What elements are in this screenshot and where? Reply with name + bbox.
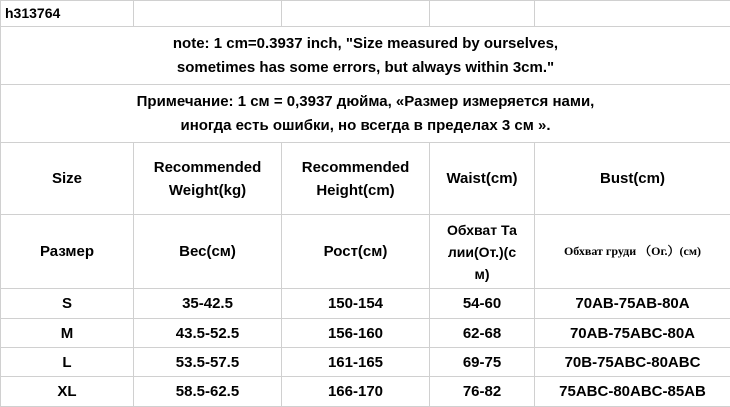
note-russian-line-2: иногда есть ошибки, но всегда в пределах 3 см ». xyxy=(5,114,726,138)
empty-cell xyxy=(282,1,430,27)
cell-waist: 69-75 xyxy=(430,348,535,377)
cell-height: 166-170 xyxy=(282,377,430,407)
cell-bust: 70B-75ABC-80ABC xyxy=(535,348,730,377)
header-weight-line-2: Weight(kg) xyxy=(138,179,277,202)
cell-weight: 58.5-62.5 xyxy=(134,377,282,407)
cell-weight: 43.5-52.5 xyxy=(134,319,282,348)
header-bust: Bust(cm) xyxy=(535,143,730,215)
table-row xyxy=(1,319,730,348)
header-ru-height: Рост(см) xyxy=(282,215,430,289)
header-weight-line-1: Recommended xyxy=(138,156,277,179)
empty-cell xyxy=(134,1,282,27)
cell-waist: 76-82 xyxy=(430,377,535,407)
note-russian xyxy=(1,85,730,143)
table-row xyxy=(1,289,730,319)
cell-waist: 62-68 xyxy=(430,319,535,348)
header-height-line-1: Recommended xyxy=(286,156,425,179)
header-ru-size: Размер xyxy=(1,215,134,289)
header-en-row xyxy=(1,143,730,215)
header-ru-waist-line-3: м) xyxy=(434,263,530,285)
cell-size: S xyxy=(1,289,134,319)
cell-bust: 75ABC-80ABC-85AB xyxy=(535,377,730,407)
header-ru-bust: Обхват груди （Ог.）(см) xyxy=(535,215,730,289)
header-ru-waist-line-2: лии(От.)(с xyxy=(434,241,530,263)
header-ru-waist xyxy=(430,215,535,289)
empty-cell xyxy=(535,1,730,27)
note-english-line-1: note: 1 cm=0.3937 inch, "Size measured by ourselves, xyxy=(5,32,726,56)
empty-cell xyxy=(430,1,535,27)
note-english-line-2: sometimes has some errors, but always within 3cm." xyxy=(5,56,726,80)
header-height-line-2: Height(cm) xyxy=(286,179,425,202)
cell-size: L xyxy=(1,348,134,377)
product-code: h313764 xyxy=(1,1,134,27)
header-waist: Waist(cm) xyxy=(430,143,535,215)
cell-size: XL xyxy=(1,377,134,407)
note-russian-line-1: Примечание: 1 см = 0,3937 дюйма, «Размер измеряется нами, xyxy=(5,90,726,114)
cell-weight: 53.5-57.5 xyxy=(134,348,282,377)
cell-bust: 70AB-75ABC-80A xyxy=(535,319,730,348)
cell-bust: 70AB-75AB-80A xyxy=(535,289,730,319)
note-english xyxy=(1,27,730,85)
header-ru-row xyxy=(1,215,730,289)
cell-height: 150-154 xyxy=(282,289,430,319)
header-height xyxy=(282,143,430,215)
header-size: Size xyxy=(1,143,134,215)
cell-size: M xyxy=(1,319,134,348)
table-row xyxy=(1,348,730,377)
cell-height: 161-165 xyxy=(282,348,430,377)
cell-waist: 54-60 xyxy=(430,289,535,319)
code-row xyxy=(1,1,730,27)
note-en-row xyxy=(1,27,730,85)
table-row xyxy=(1,377,730,407)
cell-height: 156-160 xyxy=(282,319,430,348)
header-ru-weight: Вес(см) xyxy=(134,215,282,289)
header-weight xyxy=(134,143,282,215)
note-ru-row xyxy=(1,85,730,143)
cell-weight: 35-42.5 xyxy=(134,289,282,319)
header-ru-waist-line-1: Обхват Та xyxy=(434,219,530,241)
